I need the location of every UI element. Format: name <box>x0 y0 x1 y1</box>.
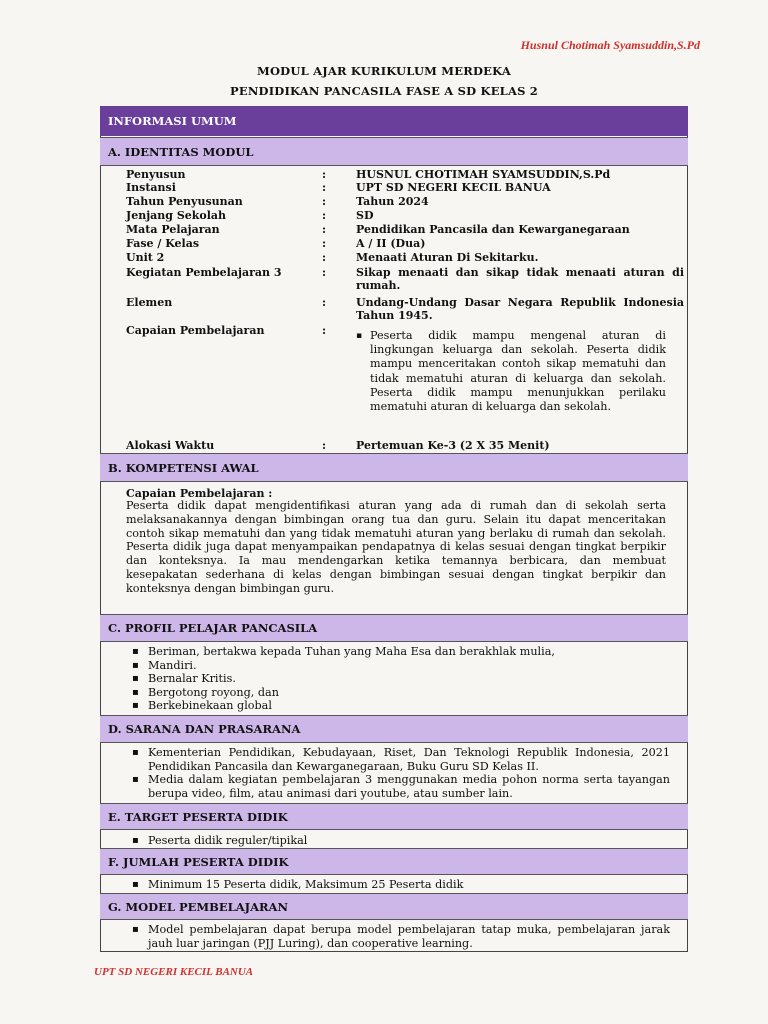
target-list <box>130 834 670 848</box>
label-kegiatan: Kegiatan Pembelajaran 3 <box>126 266 282 279</box>
label-fase: Fase / Kelas <box>126 237 200 250</box>
footer-school: UPT SD NEGERI KECIL BANUA <box>94 966 254 978</box>
value-unit: Menaati Aturan Di Sekitarku. <box>356 251 539 264</box>
list-item: ▪ Model pembelajaran dapat berupa model pembelajaran tatap muka, pembelajaran jarak jauh luar jaringan (PJJ Luring), dan cooperative learning. <box>130 923 670 950</box>
section-sarana-prasarana: D. SARANA DAN PRASARANA <box>100 715 688 743</box>
label-capaian: Capaian Pembelajaran <box>126 324 265 337</box>
colon: : <box>322 251 327 264</box>
label-penyusun: Penyusun <box>126 168 186 181</box>
label-mapel: Mata Pelajaran <box>126 223 220 236</box>
section-target-peserta: E. TARGET PESERTA DIDIK <box>100 803 688 830</box>
list-item: ▪ Minimum 15 Peserta didik, Maksimum 25 Peserta didik <box>130 878 670 892</box>
label-elemen: Elemen <box>126 296 173 309</box>
label-tahun: Tahun Penyusunan <box>126 195 243 208</box>
value-elemen: Undang-Undang Dasar Negara Republik Indonesia Tahun 1945. <box>356 296 684 322</box>
list-item: ▪ Berkebinekaan global <box>130 699 670 713</box>
section-profil-pelajar: C. PROFIL PELAJAR PANCASILA <box>100 614 688 642</box>
colon: : <box>322 439 327 452</box>
colon: : <box>322 324 327 337</box>
section-informasi-umum: INFORMASI UMUM <box>100 106 688 136</box>
value-capaian <box>356 329 666 414</box>
capaian-text: Peserta didik mampu mengenal aturan di lingkungan keluarga dan sekolah. Peserta didik mampu menceritakan contoh sikap mematuhi dan tidak mematuhi aturan di keluarga dan sekolah. Peserta didik mampu menunjukkan perilaku mematuhi aturan di keluarga dan sekolah. <box>370 329 666 414</box>
label-instansi: Instansi <box>126 181 176 194</box>
list-item: ▪ Bergotong royong, dan <box>130 686 670 700</box>
kompetensi-text: Peserta didik dapat mengidentifikasi aturan yang ada di rumah dan di sekolah serta melaksanakannya dengan bimbingan orang tua dan guru. Selain itu dapat menceritakan contoh sikap mematuhi dan yang tidak mematuhi aturan yang berlaku di rumah dan sekolah. Peserta didik juga dapat menyampaikan pendapatnya di kelas sesuai dengan tingkat berpikir dan konteksnya. Ia mau mendengarkan ketika temannya berbicara, dan membuat kesepakatan sederhana di kelas dengan bimbingan sesuai dengan tingkat berpikir dan konteksnya dengan bimbingan guru. <box>126 499 666 595</box>
colon: : <box>322 195 327 208</box>
document-title: MODUL AJAR KURIKULUM MERDEKA <box>257 64 511 78</box>
list-item: ▪ Kementerian Pendidikan, Kebudayaan, Riset, Dan Teknologi Republik Indonesia, 2021 Pendidikan Pancasila dan Kewarganegaraan, Buku Guru SD Kelas II. <box>130 746 670 773</box>
section-model-pembelajaran: G. MODEL PEMBELAJARAN <box>100 893 688 920</box>
profil-list <box>130 645 670 713</box>
model-list <box>130 923 670 950</box>
label-unit: Unit 2 <box>126 251 165 264</box>
jumlah-list <box>130 878 670 892</box>
list-item: ▪ Mandiri. <box>130 659 670 673</box>
colon: : <box>322 181 327 194</box>
list-item: ▪ Bernalar Kritis. <box>130 672 670 686</box>
colon: : <box>322 266 327 279</box>
label-alokasi: Alokasi Waktu <box>126 439 215 452</box>
list-item: ▪ Beriman, bertakwa kepada Tuhan yang Maha Esa dan berakhlak mulia, <box>130 645 670 659</box>
value-mapel: Pendidikan Pancasila dan Kewarganegaraan <box>356 223 630 236</box>
value-kegiatan: Sikap menaati dan sikap tidak menaati aturan di rumah. <box>356 266 684 292</box>
value-instansi: UPT SD NEGERI KECIL BANUA <box>356 181 551 194</box>
section-jumlah-peserta: F. JUMLAH PESERTA DIDIK <box>100 848 688 875</box>
colon: : <box>322 209 327 222</box>
section-identitas-modul: A. IDENTITAS MODUL <box>100 137 688 166</box>
document-subtitle: PENDIDIKAN PANCASILA FASE A SD KELAS 2 <box>230 84 538 98</box>
colon: : <box>322 168 327 181</box>
colon: : <box>322 296 327 309</box>
sarana-list <box>130 746 670 800</box>
value-penyusun: HUSNUL CHOTIMAH SYAMSUDDIN,S.Pd <box>356 168 611 181</box>
label-jenjang: Jenjang Sekolah <box>126 209 227 222</box>
value-jenjang: SD <box>356 209 374 222</box>
author-name: Husnul Chotimah Syamsuddin,S.Pd <box>520 38 700 52</box>
list-item: ▪ Media dalam kegiatan pembelajaran 3 menggunakan media pohon norma serta tayangan berupa video, film, atau animasi dari youtube, atau sumber lain. <box>130 773 670 800</box>
bullet-icon: ▪ <box>356 331 363 341</box>
value-alokasi: Pertemuan Ke-3 (2 X 35 Menit) <box>356 439 550 452</box>
list-item: ▪ Peserta didik reguler/tipikal <box>130 834 670 848</box>
kompetensi-sublabel: Capaian Pembelajaran : <box>126 487 273 500</box>
section-kompetensi-awal: B. KOMPETENSI AWAL <box>100 453 688 482</box>
colon: : <box>322 237 327 250</box>
value-tahun: Tahun 2024 <box>356 195 429 208</box>
colon: : <box>322 223 327 236</box>
value-fase: A / II (Dua) <box>356 237 426 250</box>
